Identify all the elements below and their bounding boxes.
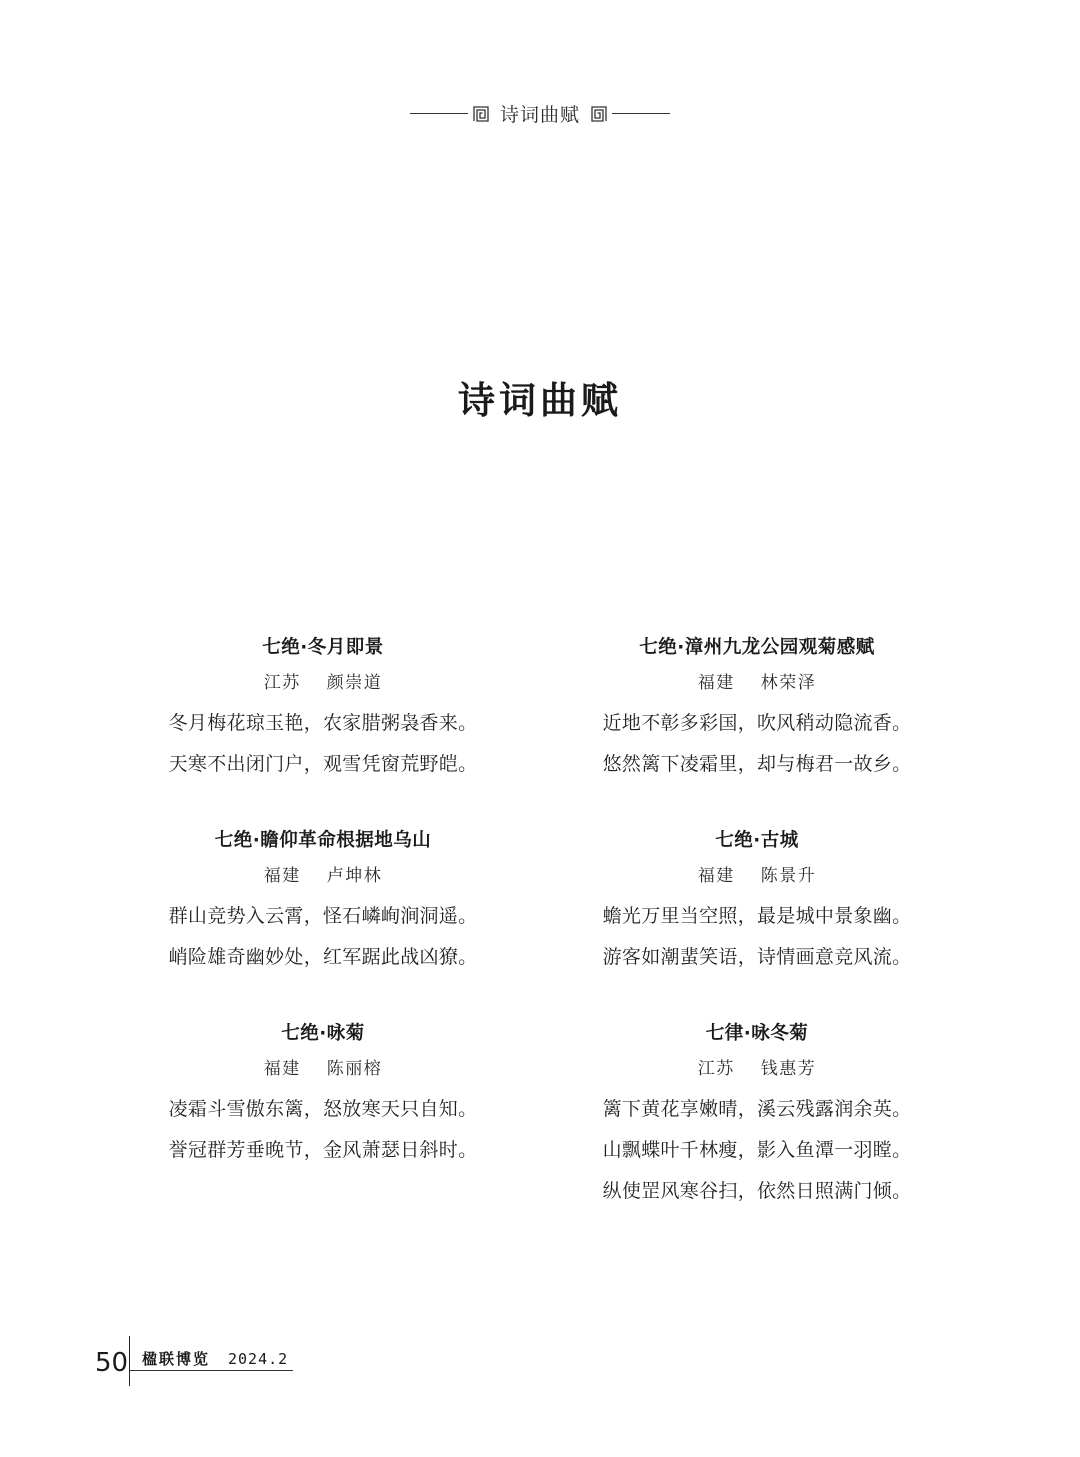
poem [158, 826, 488, 978]
poem [592, 1019, 922, 1212]
author-region: 福建 [697, 673, 735, 693]
poem [158, 1019, 488, 1171]
poem-line: 篱下黄花享嫩晴，溪云残露润余英。 [602, 1098, 912, 1120]
section-title: 诗词曲赋 [458, 378, 622, 422]
poem-byline [592, 1049, 922, 1089]
poem-title: 七绝·瞻仰革命根据地乌山 [214, 830, 432, 851]
poem-line: 冬月梅花琼玉艳，农家腊粥袅香来。 [168, 712, 478, 734]
footer-publication: 楹联博览 [142, 1350, 211, 1368]
header-rule-left [410, 113, 468, 114]
fret-scroll-icon [473, 106, 489, 122]
author-region: 福建 [697, 866, 735, 886]
author-name: 钱惠芳 [760, 1059, 817, 1079]
poem-line: 近地不彰多彩国，吹风稍动隐流香。 [602, 712, 912, 734]
page-number: 50 [95, 1348, 129, 1378]
poem-line: 蟾光万里当空照，最是城中景象幽。 [602, 905, 912, 927]
poem-line: 天寒不出闭门户，观雪凭窗荒野皑。 [168, 753, 478, 775]
author-region: 江苏 [263, 673, 301, 693]
author-name: 林荣泽 [760, 673, 817, 693]
poem [158, 633, 488, 785]
poem-title: 七律·咏冬菊 [705, 1023, 809, 1044]
poem-byline [158, 1049, 488, 1089]
author-name: 颜崇道 [326, 673, 383, 693]
footer-divider-vertical [129, 1336, 130, 1386]
poem-line: 群山竞势入云霄，怪石嶙峋涧洞遥。 [168, 905, 478, 927]
poem-line: 凌霜斗雪傲东篱，怒放寒天只自知。 [168, 1098, 478, 1120]
poem [592, 633, 922, 785]
author-region: 福建 [263, 1059, 301, 1079]
poem-title: 七绝·冬月即景 [262, 637, 384, 658]
author-region: 福建 [263, 866, 301, 886]
poem-title: 七绝·漳州九龙公园观菊感赋 [639, 637, 875, 658]
poem-line: 峭险雄奇幽妙处，红军踞此战凶獠。 [168, 946, 478, 968]
author-name: 卢坤林 [326, 866, 383, 886]
poem-column-right [592, 633, 922, 1212]
poem-line: 誉冠群芳垂晚节，金风萧瑟日斜时。 [168, 1139, 478, 1161]
poem-column-left [158, 633, 488, 1171]
poem [592, 826, 922, 978]
author-region: 江苏 [697, 1059, 735, 1079]
author-name: 陈景升 [760, 866, 817, 886]
poem-line: 纵使罡风寒谷扫，依然日照满门倾。 [602, 1180, 912, 1202]
poem-byline [592, 856, 922, 896]
fret-scroll-icon [591, 106, 607, 122]
poem-line: 游客如潮蜚笑语，诗情画意竞风流。 [602, 946, 912, 968]
author-name: 陈丽榕 [326, 1059, 383, 1079]
poem-line: 悠然篱下凌霜里，却与梅君一故乡。 [602, 753, 912, 775]
footer-issue: 2024.2 [228, 1350, 289, 1368]
poem-byline [592, 663, 922, 703]
poem-byline [158, 663, 488, 703]
running-header-title: 诗词曲赋 [499, 104, 580, 126]
poem-line: 山飘蝶叶千林瘦，影入鱼潭一羽瞠。 [602, 1139, 912, 1161]
poem-title: 七绝·古城 [715, 830, 799, 851]
running-header [0, 100, 1080, 127]
header-rule-right [612, 113, 670, 114]
poem-title: 七绝·咏菊 [281, 1023, 365, 1044]
poem-byline [158, 856, 488, 896]
footer-rule [129, 1370, 293, 1371]
